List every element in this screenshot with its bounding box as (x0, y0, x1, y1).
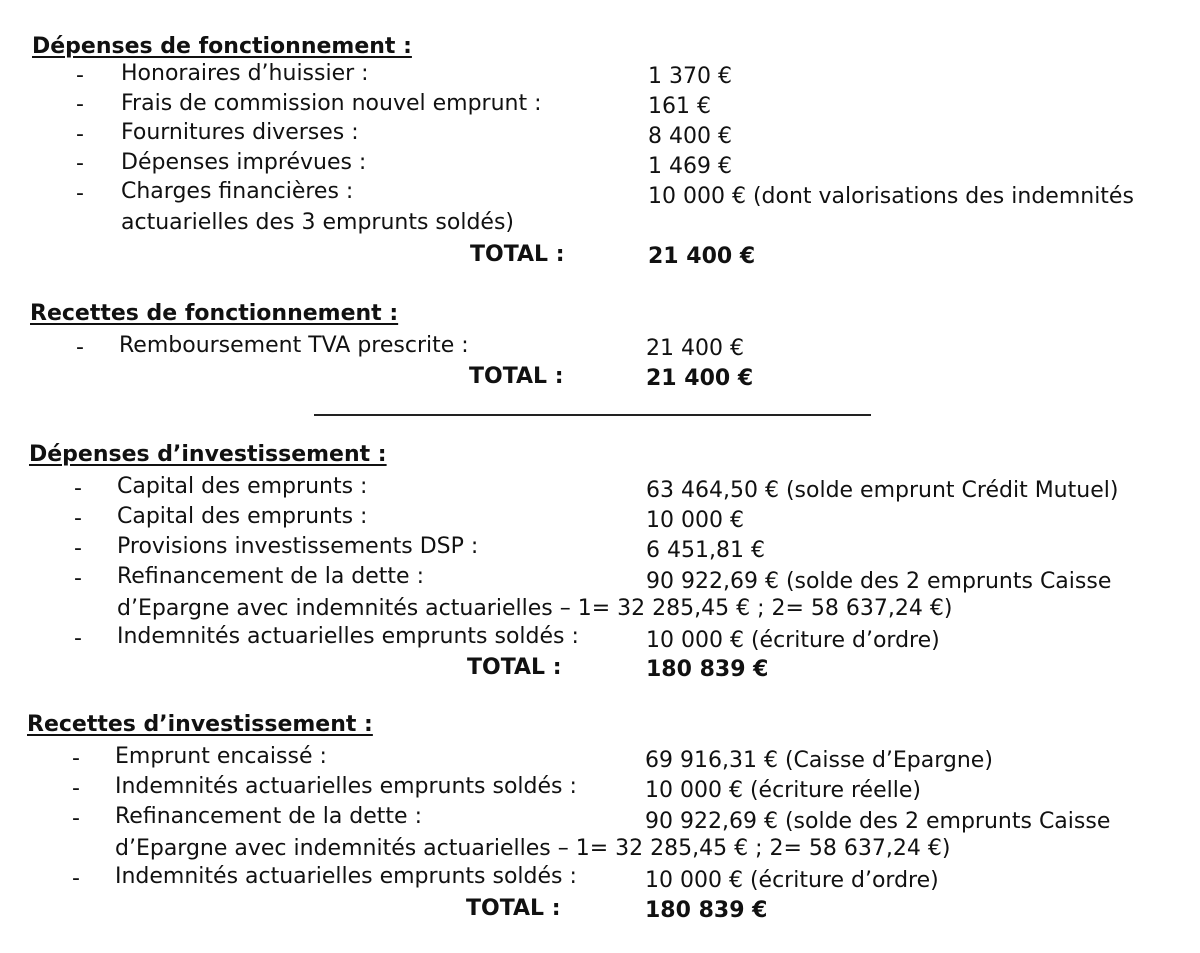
section-heading-recettes-investissement: Recettes d’investissement : (27, 712, 373, 737)
row-value: 10 000 € (écriture d’ordre) (645, 868, 939, 893)
row-value: 90 922,69 € (solde des 2 emprunts Caisse (646, 569, 1112, 594)
list-dash: - (76, 151, 84, 176)
list-dash: - (74, 506, 82, 531)
list-dash: - (72, 866, 80, 891)
row-value: 1 370 € (648, 64, 732, 89)
total-label: TOTAL : (467, 655, 562, 680)
row-value: 6 451,81 € (646, 538, 765, 563)
row-value: 21 400 € (646, 336, 744, 361)
row-value: 90 922,69 € (solde des 2 emprunts Caisse (645, 809, 1111, 834)
row-value: 69 916,31 € (Caisse d’Epargne) (645, 748, 993, 773)
total-label: TOTAL : (466, 896, 561, 921)
row-label: Capital des emprunts : (117, 474, 368, 499)
row-value: 10 000 € (écriture d’ordre) (646, 628, 940, 653)
total-value: 21 400 € (648, 244, 756, 269)
row-label: Refinancement de la dette : (115, 804, 422, 829)
row-label: Honoraires d’huissier : (121, 61, 369, 86)
total-label: TOTAL : (470, 242, 565, 267)
section-heading-depenses-fonctionnement: Dépenses de fonctionnement : (32, 34, 412, 59)
list-dash: - (76, 335, 84, 360)
row-label: Indemnités actuarielles emprunts soldés : (115, 774, 577, 799)
row-continuation: actuarielles des 3 emprunts soldés) (121, 210, 515, 235)
row-label: Remboursement TVA prescrite : (119, 333, 469, 358)
row-label: Refinancement de la dette : (117, 564, 424, 589)
total-label: TOTAL : (469, 364, 564, 389)
total-value: 180 839 € (646, 657, 769, 682)
list-dash: - (74, 476, 82, 501)
total-value: 21 400 € (646, 366, 754, 391)
row-label: Frais de commission nouvel emprunt : (121, 91, 542, 116)
row-value: 161 € (648, 94, 711, 119)
total-value: 180 839 € (645, 898, 768, 923)
row-value: 63 464,50 € (solde emprunt Crédit Mutuel) (646, 478, 1119, 503)
section-heading-recettes-fonctionnement: Recettes de fonctionnement : (30, 301, 399, 326)
row-continuation: d’Epargne avec indemnités actuarielles – 1= 32 285,45 € ; 2= 58 637,24 €) (115, 836, 951, 861)
list-dash: - (72, 806, 80, 831)
list-dash: - (72, 746, 80, 771)
row-continuation: d’Epargne avec indemnités actuarielles – 1= 32 285,45 € ; 2= 58 637,24 €) (117, 596, 953, 621)
row-label: Provisions investissements DSP : (117, 534, 479, 559)
row-value: 10 000 € (écriture réelle) (645, 778, 921, 803)
row-label: Capital des emprunts : (117, 504, 368, 529)
list-dash: - (74, 626, 82, 651)
list-dash: - (72, 776, 80, 801)
row-label: Dépenses imprévues : (121, 150, 367, 175)
list-dash: - (74, 566, 82, 591)
list-dash: - (76, 63, 84, 88)
row-label: Fournitures diverses : (121, 120, 359, 145)
row-label: Indemnités actuarielles emprunts soldés : (115, 864, 577, 889)
section-divider (314, 414, 871, 416)
row-value: 8 400 € (648, 124, 732, 149)
list-dash: - (74, 536, 82, 561)
list-dash: - (76, 181, 84, 206)
list-dash: - (76, 92, 84, 117)
row-value: 1 469 € (648, 154, 732, 179)
row-label: Charges financières : (121, 179, 354, 204)
row-value: 10 000 € (dont valorisations des indemnités (648, 184, 1134, 209)
row-label: Indemnités actuarielles emprunts soldés : (117, 624, 579, 649)
row-value: 10 000 € (646, 508, 744, 533)
row-label: Emprunt encaissé : (115, 744, 327, 769)
section-heading-depenses-investissement: Dépenses d’investissement : (29, 442, 387, 467)
list-dash: - (76, 122, 84, 147)
